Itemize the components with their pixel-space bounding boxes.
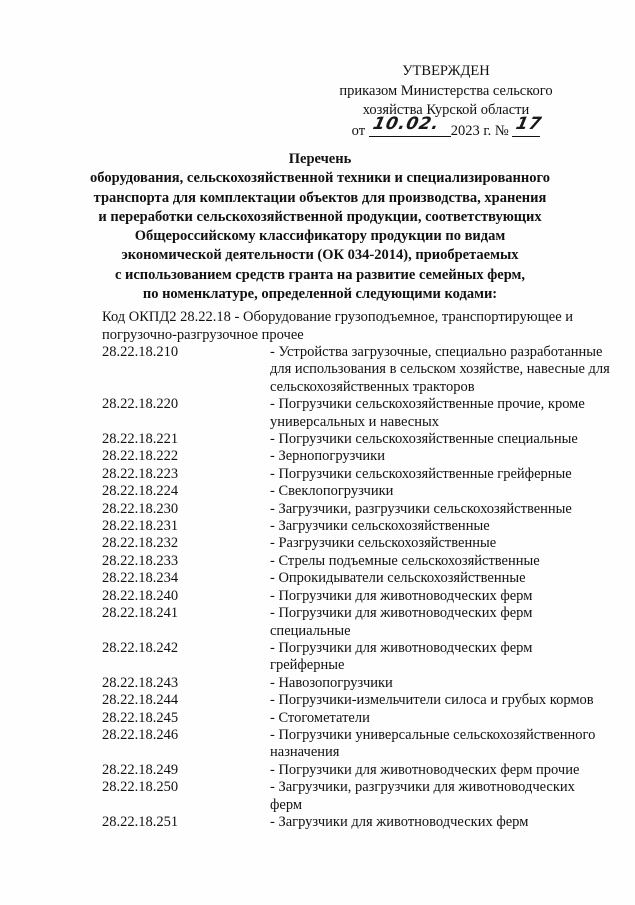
okpd-code: 28.22.18.223 [102,465,179,482]
code-row [102,466,612,483]
okpd-code: 28.22.18.243 [102,674,179,691]
okpd-code: 28.22.18.231 [102,518,179,535]
code-row [102,710,612,727]
title-line: с использованием средств гранта на развитие семейных ферм, [114,266,526,283]
code-row [102,431,612,448]
okpd-code: 28.22.18.210 [102,344,179,360]
approval-ministry-line: хозяйства Курской области [362,102,530,118]
from-label: от [351,122,366,139]
okpd-code: 28.22.18.242 [102,639,179,656]
code-description: - Навозопогрузчики [270,674,393,691]
code-description: - Стрелы подъемные сельскохозяйственные [270,552,540,569]
title-line: и переработки сельскохозяйственной продукции, соответствующих [98,208,542,225]
code-row [102,518,612,535]
title-line: экономической деятельности (ОК 034-2014), приобретаемых [121,247,519,264]
code-row [102,448,612,465]
code-row [102,553,612,570]
okpd-code: 28.22.18.221 [102,431,179,448]
okpd-code: 28.22.18.224 [102,483,179,500]
number-blank [512,113,545,137]
code-description: - Погрузчики сельскохозяйственные специальные [270,431,578,448]
approval-block [330,62,562,141]
code-row [102,501,612,518]
code-description: - Стогометатели [270,709,370,726]
code-row [102,605,612,640]
okpd-code: 28.22.18.241 [102,605,179,622]
code-description: - Загрузчики, разгрузчики сельскохозяйственные [270,500,572,517]
okpd-code: 28.22.18.222 [102,448,179,465]
code-row [102,344,612,396]
approval-heading: УТВЕРЖДЕН [402,63,490,79]
okpd-code: 28.22.18.230 [102,500,179,517]
code-description: - Загрузчики, разгрузчики для животноводческих ферм [270,779,575,813]
code-row [102,396,612,431]
handwritten-number: 17 [514,113,545,134]
code-description: - Загрузчики сельскохозяйственные [270,518,490,535]
code-description: - Погрузчики для животноводческих ферм грейферные [270,639,533,674]
code-description: - Свеклопогрузчики [270,483,394,500]
code-row [102,692,612,709]
code-row [102,483,612,500]
section-heading: Код ОКПД2 28.22.18 - Оборудование грузоподъемное, транспортирующее и погрузочно-разгрузочное прочее [102,309,574,343]
code-description: - Погрузчики универсальные сельскохозяйственного назначения [270,726,596,761]
code-row [102,727,612,762]
title-line: Общероссийскому классификатору продукции по видам [134,228,506,245]
code-row [102,675,612,692]
code-description: - Опрокидыватели сельскохозяйственные [270,570,526,587]
okpd-code: 28.22.18.250 [102,779,179,796]
year-number-label: 2023 г. № [450,122,509,139]
code-description: - Погрузчики для животноводческих ферм специальные [270,605,533,639]
okpd-code: 28.22.18.244 [102,692,179,709]
code-description: - Погрузчики сельскохозяйственные грейферные [270,465,572,482]
code-description: - Устройства загрузочные, специально разработанные для использования в сельском хозяйстве, навесные для сельскохозяйственных тракторов [270,344,610,395]
okpd-code: 28.22.18.220 [102,396,179,413]
code-description: - Погрузчики для животноводческих ферм прочие [270,761,580,778]
title-line: транспорта для комплектации объектов для производства, хранения [93,189,547,206]
okpd-code: 28.22.18.234 [102,570,179,587]
title-line: оборудования, сельскохозяйственной техники и специализированного [90,170,550,187]
code-description: - Зернопогрузчики [270,448,385,465]
code-row [102,588,612,605]
okpd-code: 28.22.18.245 [102,709,179,726]
okpd-code: 28.22.18.233 [102,552,179,569]
code-row [102,762,612,779]
code-row [102,779,612,814]
approval-order-line: приказом Министерства сельского [339,82,553,99]
date-blank [369,113,451,137]
title-line: по номенклатуре, определенной следующими кодами: [142,286,498,303]
document-title [60,150,580,304]
title-line: Перечень [288,151,352,167]
code-row [102,570,612,587]
approval-date-line [330,113,562,142]
okpd-code: 28.22.18.249 [102,761,179,778]
okpd-code: 28.22.18.246 [102,726,179,743]
code-row [102,814,612,831]
code-list [102,344,612,831]
okpd-code: 28.22.18.251 [102,813,179,830]
handwritten-date: 10.02. [370,113,442,134]
code-description: - Загрузчики для животноводческих ферм [270,813,529,830]
code-row [102,640,612,675]
code-description: - Погрузчики сельскохозяйственные прочие, кроме универсальных и навесных [270,396,585,430]
code-description: - Погрузчики для животноводческих ферм [270,587,533,604]
okpd-code: 28.22.18.240 [102,587,179,604]
okpd-code: 28.22.18.232 [102,535,179,552]
code-row [102,535,612,552]
code-description: - Разгрузчики сельскохозяйственные [270,535,497,552]
code-description: - Погрузчики-измельчители силоса и грубых кормов [270,692,594,709]
